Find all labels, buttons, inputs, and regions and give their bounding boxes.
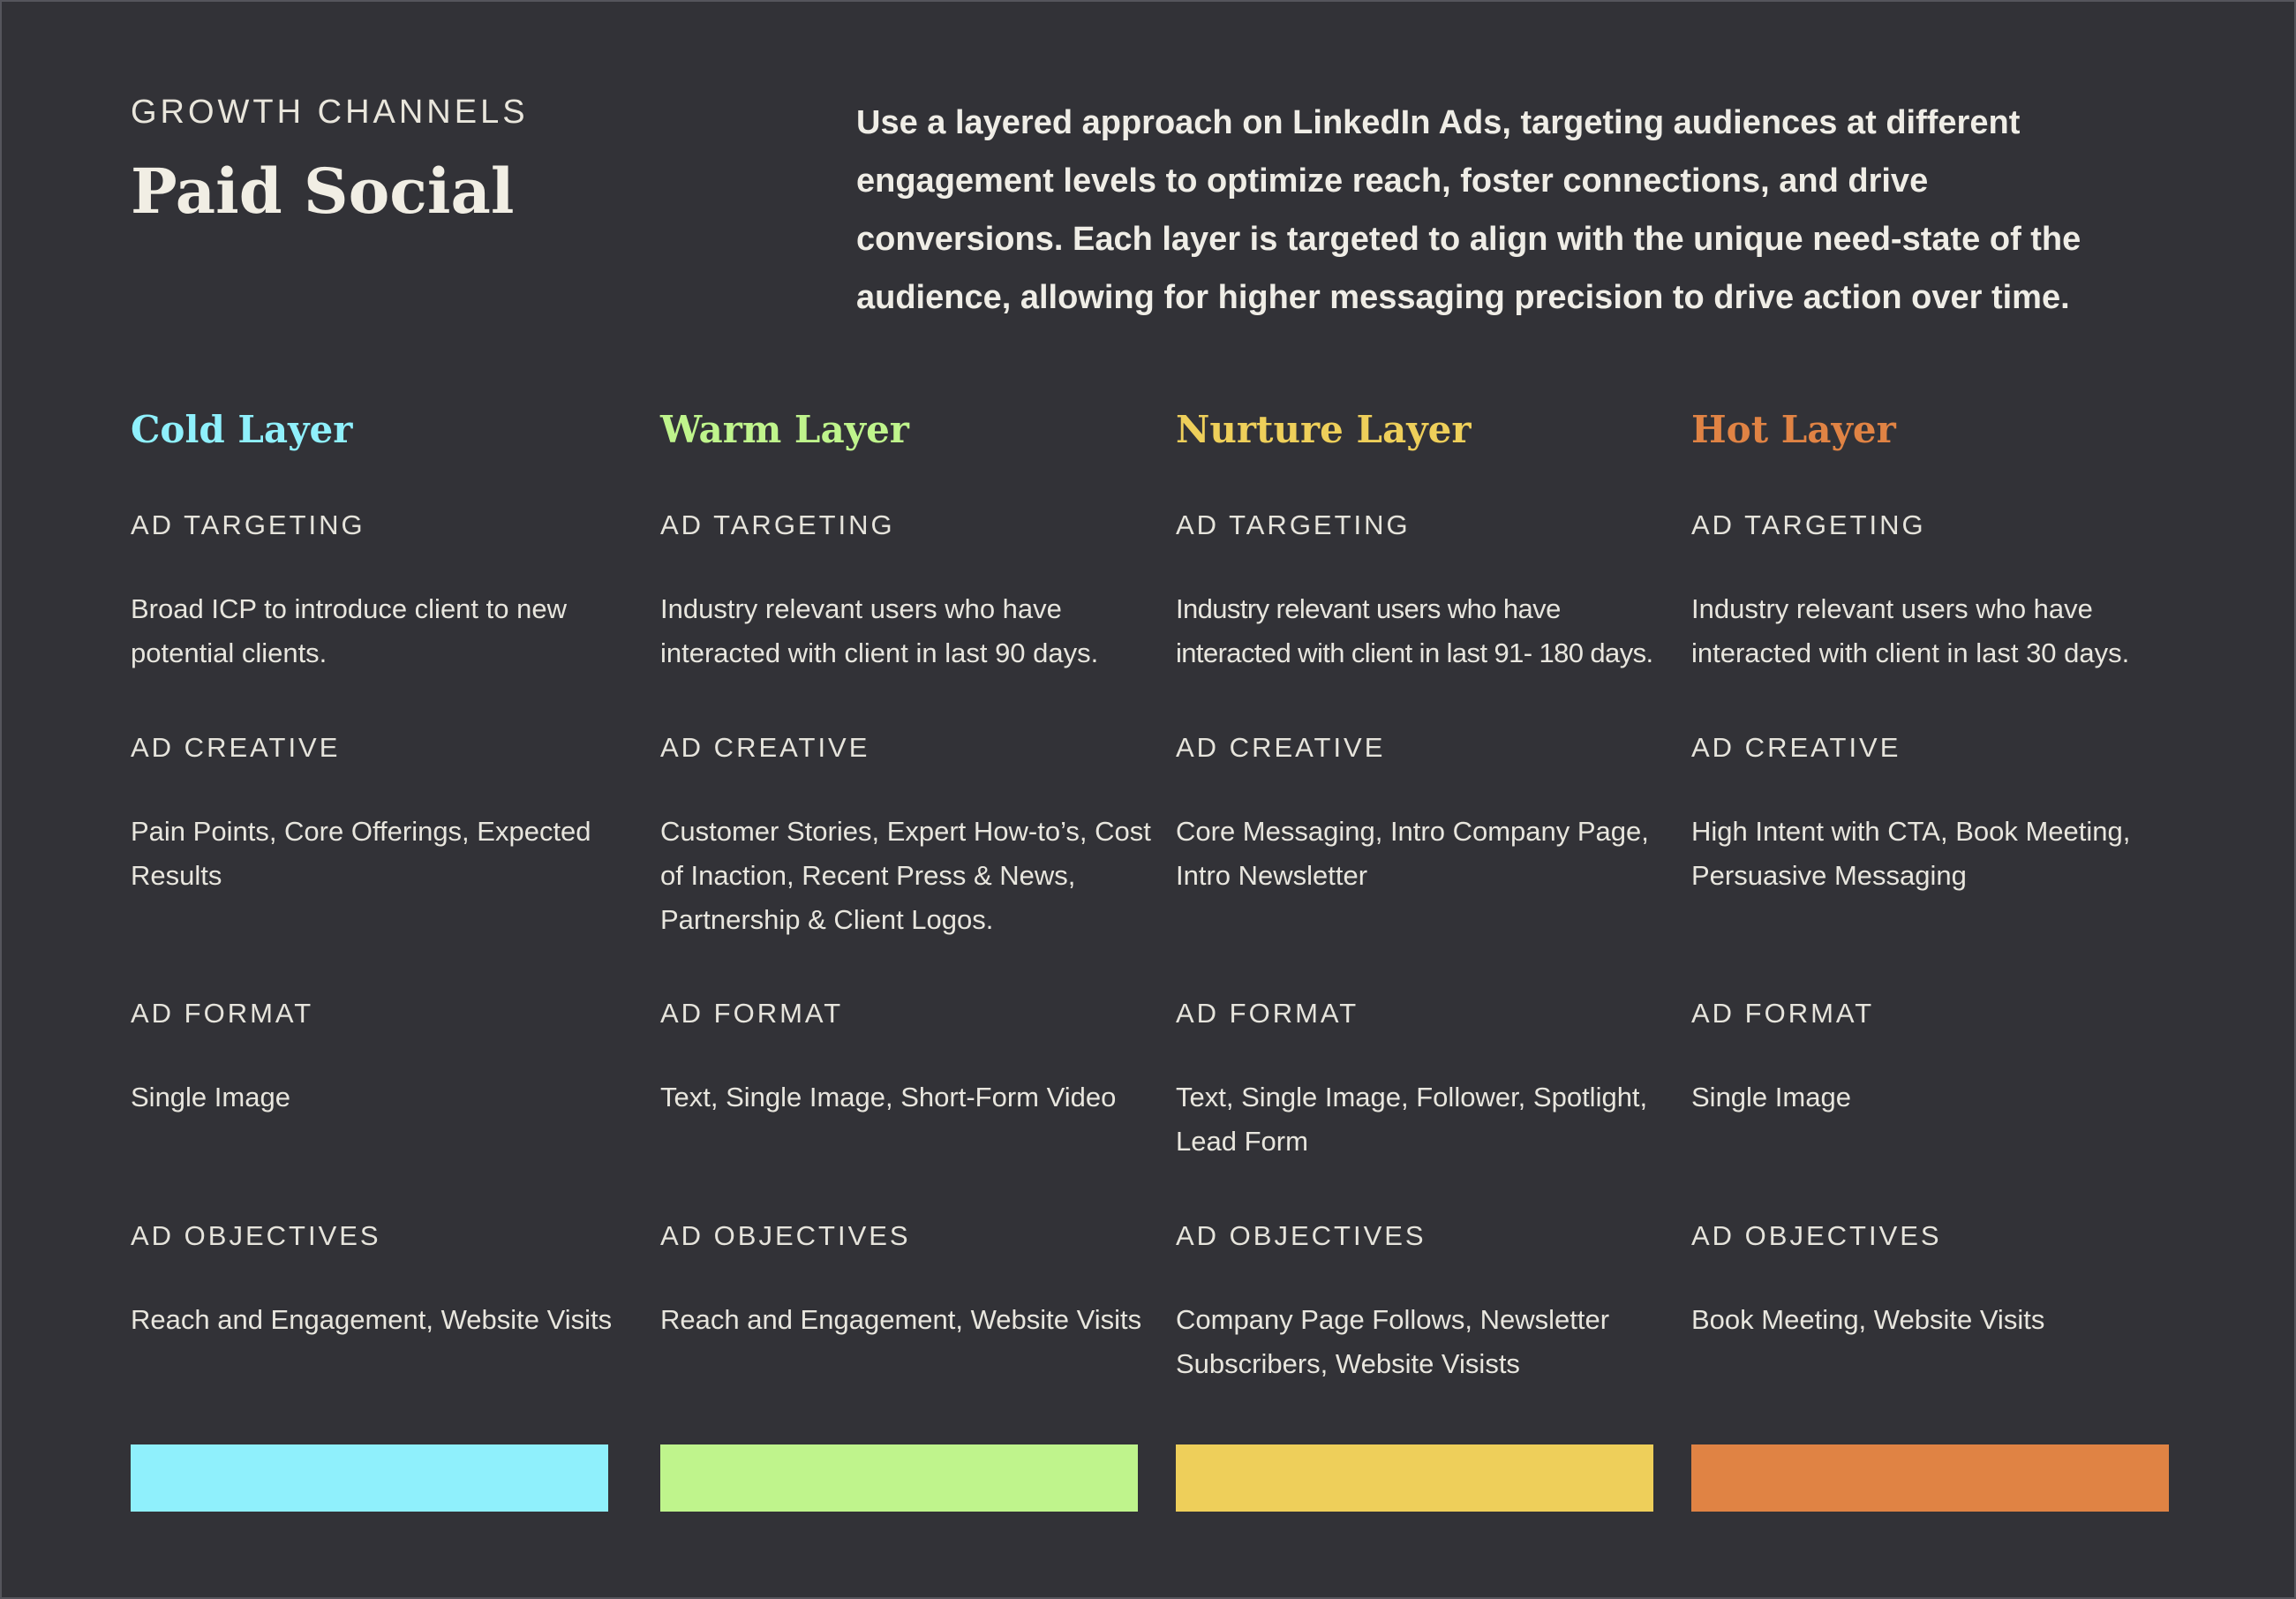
cold-color-bar bbox=[131, 1444, 608, 1512]
objectives-label: AD OBJECTIVES bbox=[131, 1220, 381, 1251]
layer-heading: Nurture Layer bbox=[1176, 408, 1472, 451]
warm-color-bar bbox=[660, 1444, 1138, 1512]
format-label: AD FORMAT bbox=[1691, 998, 1875, 1029]
format-label: AD FORMAT bbox=[660, 998, 844, 1029]
layer-heading: Hot Layer bbox=[1691, 408, 1896, 451]
format-text: Single Image bbox=[131, 1082, 290, 1113]
creative-label: AD CREATIVE bbox=[131, 732, 341, 763]
objectives-text: Reach and Engagement, Website Visits bbox=[131, 1304, 613, 1335]
objectives-text: Reach and Engagement, Website Visits bbox=[660, 1304, 1142, 1335]
targeting-label: AD TARGETING bbox=[1176, 509, 1411, 540]
format-text: Text, Single Image, Follower, Spotlight, Lead Form bbox=[1176, 1082, 1648, 1157]
layer-column-nurture bbox=[1176, 404, 1670, 1379]
format-label: AD FORMAT bbox=[1176, 998, 1359, 1029]
format-text: Single Image bbox=[1691, 1082, 1851, 1113]
intro-paragraph: Use a layered approach on LinkedIn Ads, targeting audiences at different engagement levels to optimize reach, foster connections, and drive conversions. Each layer is targeted to align with the unique need-state of the audience, allowing for higher messaging precision to drive action over time. bbox=[856, 104, 2081, 316]
objectives-text: Book Meeting, Website Visits bbox=[1691, 1304, 2045, 1335]
creative-text: High Intent with CTA, Book Meeting, Persuasive Messaging bbox=[1691, 816, 2131, 891]
targeting-text: Industry relevant users who have interacted with client in last 30 days. bbox=[1691, 593, 2130, 668]
targeting-text: Industry relevant users who have interacted with client in last 91- 180 days. bbox=[1176, 593, 1653, 668]
format-text: Text, Single Image, Short-Form Video bbox=[660, 1082, 1117, 1113]
page-title: Paid Social bbox=[131, 155, 515, 228]
layer-column-warm bbox=[660, 404, 1155, 1335]
creative-label: AD CREATIVE bbox=[1691, 732, 1901, 763]
objectives-label: AD OBJECTIVES bbox=[1691, 1220, 1942, 1251]
section-eyebrow: GROWTH CHANNELS bbox=[131, 94, 529, 131]
targeting-text: Industry relevant users who have interacted with client in last 90 days. bbox=[660, 593, 1099, 668]
format-label: AD FORMAT bbox=[131, 998, 314, 1029]
objectives-label: AD OBJECTIVES bbox=[1176, 1220, 1427, 1251]
layer-column-hot bbox=[1691, 404, 2186, 1335]
nurture-color-bar bbox=[1176, 1444, 1653, 1512]
layer-column-cold bbox=[131, 404, 625, 1335]
targeting-label: AD TARGETING bbox=[131, 509, 365, 540]
creative-text: Core Messaging, Intro Company Page, Intro Newsletter bbox=[1176, 816, 1649, 891]
objectives-label: AD OBJECTIVES bbox=[660, 1220, 911, 1251]
creative-label: AD CREATIVE bbox=[660, 732, 870, 763]
layer-heading: Warm Layer bbox=[660, 408, 909, 451]
creative-label: AD CREATIVE bbox=[1176, 732, 1386, 763]
hot-color-bar bbox=[1691, 1444, 2169, 1512]
targeting-label: AD TARGETING bbox=[660, 509, 895, 540]
layer-heading: Cold Layer bbox=[131, 408, 353, 451]
targeting-label: AD TARGETING bbox=[1691, 509, 1926, 540]
targeting-text: Broad ICP to introduce client to new potential clients. bbox=[131, 593, 567, 668]
creative-text: Customer Stories, Expert How-to’s, Cost of Inaction, Recent Press & News, Partnership & Client Logos. bbox=[660, 816, 1151, 935]
creative-text: Pain Points, Core Offerings, Expected Results bbox=[131, 816, 591, 891]
objectives-text: Company Page Follows, Newsletter Subscribers, Website Visists bbox=[1176, 1304, 1610, 1379]
